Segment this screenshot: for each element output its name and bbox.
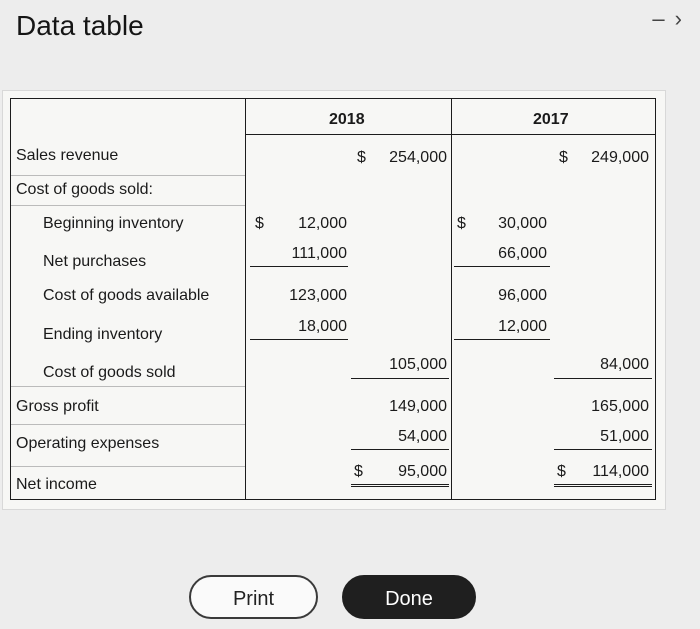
cell-value: 254,000	[389, 149, 447, 166]
dialog-title: Data table	[16, 10, 144, 41]
currency-symbol: $	[357, 149, 366, 166]
print-button[interactable]: Print	[189, 575, 318, 619]
header-underline	[245, 134, 655, 135]
cell-value: 111,000	[291, 245, 347, 262]
column-divider	[245, 99, 246, 499]
minimize-icon[interactable]: –	[652, 6, 675, 31]
cell-value: 105,000	[389, 356, 447, 373]
cell-value: 54,000	[398, 428, 447, 445]
window-controls	[652, 6, 692, 32]
row-label: Net income	[16, 476, 97, 493]
cell-value: 95,000	[398, 463, 447, 480]
header-2017: 2017	[533, 111, 569, 128]
row-label: Gross profit	[16, 398, 99, 415]
cell-value: 84,000	[600, 356, 649, 373]
data-table	[10, 98, 656, 500]
cell-value: 51,000	[600, 428, 649, 445]
currency-symbol: $	[457, 215, 466, 232]
currency-symbol: $	[255, 215, 264, 232]
cell-value: 12,000	[498, 318, 547, 335]
cell-value: 114,000	[592, 463, 649, 480]
cell-value: 149,000	[389, 398, 447, 415]
row-label: Net purchases	[43, 253, 147, 270]
row-label: Sales revenue	[16, 147, 119, 164]
done-button[interactable]: Done	[342, 575, 476, 619]
currency-symbol: $	[354, 463, 363, 480]
cell-value: 249,000	[591, 149, 649, 166]
cell-value: 66,000	[498, 245, 547, 262]
row-label: Cost of goods available	[43, 287, 210, 304]
cell-value: 30,000	[498, 215, 547, 232]
cell-value: 123,000	[289, 287, 347, 304]
row-label: Beginning inventory	[43, 215, 184, 232]
column-divider	[451, 99, 452, 499]
cell-value: 165,000	[591, 398, 649, 415]
row-label: Cost of goods sold:	[16, 181, 153, 198]
cell-value: 12,000	[298, 215, 347, 232]
currency-symbol: $	[557, 463, 566, 480]
cell-value: 96,000	[498, 287, 547, 304]
close-icon[interactable]: ›	[674, 6, 692, 31]
row-label: Operating expenses	[16, 435, 160, 452]
row-label: Ending inventory	[43, 326, 163, 343]
header-2018: 2018	[329, 111, 365, 128]
currency-symbol: $	[559, 149, 568, 166]
row-label: Cost of goods sold	[43, 364, 176, 381]
cell-value: 18,000	[298, 318, 347, 335]
